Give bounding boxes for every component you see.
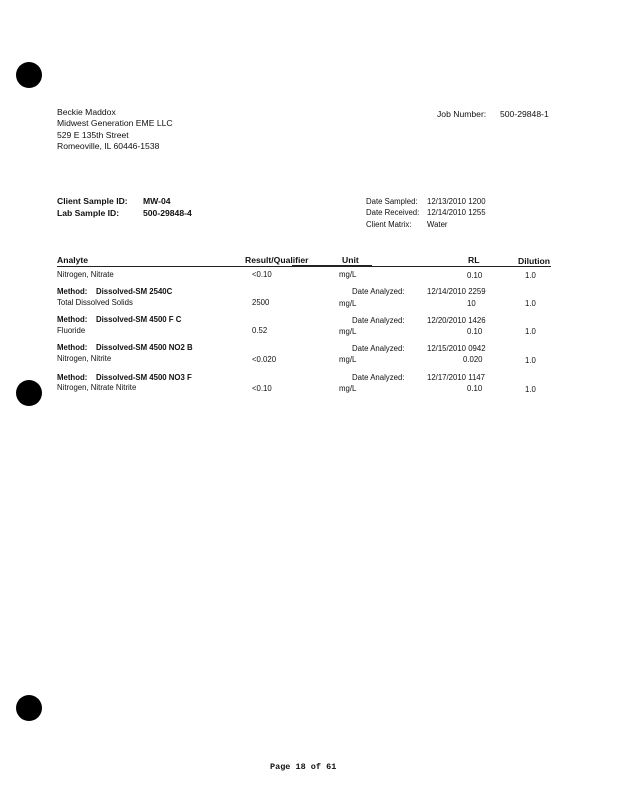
page-number: Page 18 of 61 [270, 762, 337, 772]
client-sample-id-value: MW-04 [143, 196, 171, 206]
punch-hole-top [16, 62, 42, 88]
header-analyte: Analyte [57, 255, 89, 265]
method-label: Method: [57, 373, 88, 382]
header-underline [57, 266, 551, 267]
date-analyzed-label: Date Analyzed: [352, 344, 405, 353]
row-unit: mg/L [339, 327, 357, 336]
row-rl: 0.10 [467, 271, 483, 280]
date-received-value: 12/14/2010 1255 [427, 208, 486, 217]
date-analyzed-value: 12/14/2010 2259 [427, 287, 486, 296]
row-analyte: Total Dissolved Solids [57, 298, 133, 307]
row-analyte: Fluoride [57, 326, 86, 335]
punch-hole-bottom [16, 695, 42, 721]
row-unit: mg/L [339, 270, 357, 279]
client-matrix-value: Water [427, 220, 448, 229]
row-rl: 10 [467, 299, 476, 308]
city-state-zip: Romeoville, IL 60446-1538 [57, 141, 160, 151]
client-sample-id-label: Client Sample ID: [57, 196, 128, 206]
method-label: Method: [57, 343, 88, 352]
street-address: 529 E 135th Street [57, 130, 129, 140]
job-number-value: 500-29848-1 [500, 109, 549, 119]
lab-sample-id-value: 500-29848-4 [143, 208, 192, 218]
date-sampled-value: 12/13/2010 1200 [427, 197, 486, 206]
date-analyzed-label: Date Analyzed: [352, 316, 405, 325]
date-analyzed-value: 12/17/2010 1147 [427, 373, 485, 382]
row-result: <0.10 [252, 270, 272, 279]
row-unit: mg/L [339, 384, 357, 393]
header-rl: RL [468, 255, 480, 265]
method-name: Dissolved-SM 4500 NO2 B [96, 343, 193, 352]
method-name: Dissolved-SM 4500 F C [96, 315, 182, 324]
header-underline-accent [292, 265, 372, 266]
date-received-label: Date Received: [366, 208, 420, 217]
company-name: Midwest Generation EME LLC [57, 118, 173, 128]
method-label: Method: [57, 287, 88, 296]
lab-sample-id-label: Lab Sample ID: [57, 208, 120, 218]
contact-name: Beckie Maddox [57, 107, 116, 117]
date-sampled-label: Date Sampled: [366, 197, 418, 206]
row-result: 0.52 [252, 326, 268, 335]
method-name: Dissolved-SM 2540C [96, 287, 173, 296]
date-analyzed-label: Date Analyzed: [352, 373, 405, 382]
header-dilution: Dilution [518, 256, 550, 266]
row-dilution: 1.0 [525, 356, 536, 365]
header-result: Result/Qualifier [245, 255, 309, 265]
date-analyzed-value: 12/20/2010 1426 [427, 316, 486, 325]
row-unit: mg/L [339, 299, 357, 308]
date-analyzed-value: 12/15/2010 0942 [427, 344, 486, 353]
row-rl: 0.10 [467, 384, 483, 393]
client-matrix-label: Client Matrix: [366, 220, 412, 229]
header-unit: Unit [342, 255, 359, 265]
row-rl: 0.020 [463, 355, 483, 364]
row-dilution: 1.0 [525, 385, 536, 394]
row-dilution: 1.0 [525, 327, 536, 336]
row-analyte: Nitrogen, Nitrate [57, 270, 114, 279]
row-analyte: Nitrogen, Nitrate Nitrite [57, 383, 137, 392]
row-result: <0.10 [252, 384, 272, 393]
row-result: <0.020 [252, 355, 277, 364]
row-dilution: 1.0 [525, 271, 536, 280]
row-rl: 0.10 [467, 327, 483, 336]
job-number-label: Job Number: [437, 109, 487, 119]
row-unit: mg/L [339, 355, 357, 364]
row-analyte: Nitrogen, Nitrite [57, 354, 112, 363]
row-result: 2500 [252, 298, 270, 307]
date-analyzed-label: Date Analyzed: [352, 287, 405, 296]
punch-hole-middle [16, 380, 42, 406]
row-dilution: 1.0 [525, 299, 536, 308]
method-name: Dissolved-SM 4500 NO3 F [96, 373, 192, 382]
method-label: Method: [57, 315, 88, 324]
